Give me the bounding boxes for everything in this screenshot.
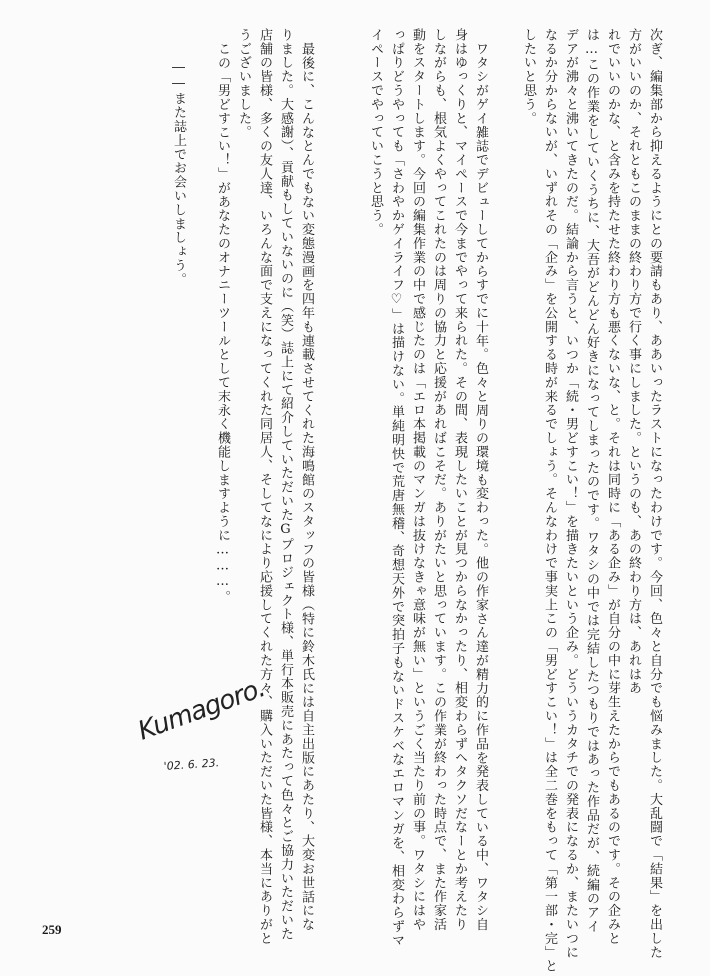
text-column: れでいいのかな、と含みを持たせた終わり方も悪くないな、と。それは同時に「ある企み」が自分の中に芽生えたからでもあるのです。その企みと [605,28,620,946]
text-column: しながらも、根気よくやってこれたのは周りの協力と応援があればこそだ。ありがたいと思っています。この作業が終わった時点で、また作家活 [431,28,446,932]
page-number: 259 [42,922,62,937]
text-column: 最後に、こんなとんでもない変態漫画を四年も連載させてくれた海鳴館のスタッフの皆様（特に鈴木氏には自主出版にあたり、大変お世話にな [299,42,314,932]
text-column: なるか分からないが、いずれその「企み」を公開する時が来るでしょう。そんなわけで事実上この「男どすこい！」は全二巻をもって「第一部・完」と [542,28,557,974]
text-column: ――また誌上でお会いしましょう。 [171,60,186,287]
text-column: 店舗の皆様、多くの友人達、いろんな面で支えになってくれた同居人、そしてなにより応援してくれた方々、購入いただいた皆様、本当にありがと [257,28,272,946]
text-column: この「男どすこい！」があなたのオナニーツールとして末永く機能しますように………。 [215,42,230,604]
signature-name: Kumagoro. [134,673,269,747]
text-column: ワタシがゲイ雑誌でデビューしてからすでに十年。色々と周りの環境も変わった。他の作家さん達が精力的に作品を発表している中、ワタシ自 [473,42,488,932]
signature-date: '02. 6. 23. [163,756,220,773]
text-column: 次ぎ、編集部から抑えるようにとの要請もあり、ああいったラストになったわけです。今回、色々と自分でも悩みました。大乱闘で「結果」を出した [647,28,662,960]
handwritten-signature [134,673,269,780]
text-column: 身はゆっくりと、マイペースで今までやって来られた。その間、表現したいことが見つからなかったり、相変わらずヘタクソだなーとか考えたり [452,28,467,932]
text-column: 動をスタートします。今回の編集作業の中で感じたのは「エロ本掲載のマンガは抜けなきゃ意味が無い」というごく当たり前の事。ワタシにはや [410,28,425,932]
text-column: うございました。 [236,28,251,140]
text-column: デアが沸々と沸いてきたのだ。結論から言うと、いつか「続・男どすこい！」を描きたいという企み。どういうカタチでの発表になるか、またいつに [563,28,578,960]
text-column: っぱりどうやっても「さわやかゲイライフ♡」は描けない。単純明快で荒唐無稽、奇想天外で突拍子もないドスケベなエロマンガを、相変わらずマ [389,28,404,948]
text-column: イペースでやっていこうと思う。 [368,28,383,237]
text-column: したいと思う。 [521,28,536,126]
text-column: は…この作業をしていくうちに、大吾がどんどん好きになってしまったのです。ワタシの中では完結したつもりではあった作品だが、続編のアイ [584,28,599,934]
text-column: 方がいいのか、それともこのままの終わり方で行く事にしました。というのも、あの終わり方は、あれはあ [626,28,641,696]
text-column: りました。大感謝）、貢献もしていないのに（笑）誌上にて紹介していただいたGプロジェクト様、単行本販売にあたって色々とご協力いただいた [278,28,293,941]
